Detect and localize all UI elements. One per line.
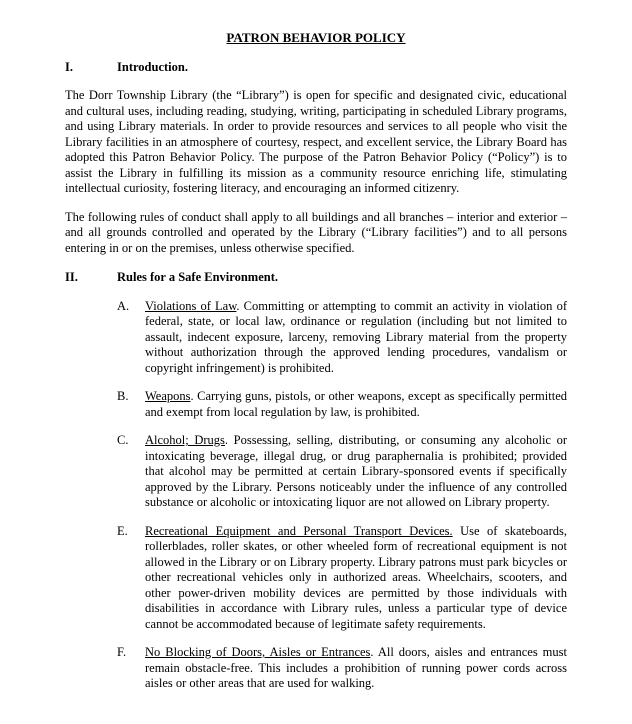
rule-item-weapons [117, 389, 567, 420]
section-heading-text: Rules for a Safe Environment. [117, 270, 278, 284]
section-number: II. [65, 270, 78, 284]
rule-term: Alcohol; Drugs [145, 433, 225, 447]
rule-body: . Possessing, selling, distributing, or consuming any alcoholic or intoxicating beverage, illegal drug, or drug paraphernalia is prohibited; provided that alcohol may be permitted at certain Library-sponsored events if specifically approved by the Library. Persons noticeably under the influence of any controlled substance or alcoholic or intoxicating liquor are not allowed on Library property. [145, 433, 567, 509]
rule-item-alcohol-drugs [117, 433, 567, 511]
rule-term: Recreational Equipment and Personal Transport Devices. [145, 523, 453, 538]
rule-text [145, 389, 567, 420]
rule-body: . All doors, aisles and entrances must remain obstacle-free. This includes a prohibition of running power cords across aisles or other areas that are used for walking. [145, 645, 567, 690]
rule-letter: A. [117, 298, 130, 313]
rule-text [145, 433, 567, 511]
rule-term: Violations of Law [145, 298, 237, 313]
rule-letter: B. [117, 389, 129, 403]
section-number: I. [65, 59, 73, 74]
rule-letter: C. [117, 433, 129, 447]
rule-item-no-blocking [117, 645, 567, 692]
rule-text [145, 645, 567, 692]
rule-item-violations-of-law [117, 299, 567, 377]
intro-paragraph-1: The Dorr Township Library (the “Library”) is open for specific and designated civic, educational and cultural uses, including reading, studying, writing, participating in scheduled Library programs, and using Library materials. In order to provide resources and services to all people who visit the Library facilities in an atmosphere of courtesy, respect, and excellent service, the Library Board has adopted this Patron Behavior Policy. The purpose of the Patron Behavior Policy (“Policy”) is to assist the Library in fulfilling its mission as a community resource enriching life, stimulating intellectual curiosity, fostering literacy, and encouraging an informed citizenry. [65, 88, 567, 195]
rule-body: . Committing or attempting to commit an activity in violation of federal, state, or local law, ordinance or regulation (including but not limited to assault, indecent exposure, larceny, removing Library material from the property without authorization through the approved lending procedures, vandalism or copyright infringement) is prohibited. [145, 298, 567, 375]
rule-item-recreational-equipment [117, 524, 567, 633]
section-heading-introduction [65, 60, 567, 76]
rule-letter: F. [117, 645, 127, 659]
rule-term: No Blocking of Doors, Aisles or Entrances [145, 645, 371, 659]
rule-body: . Carrying guns, pistols, or other weapons, except as specifically permitted and exempt from local regulation by law, is prohibited. [145, 389, 567, 419]
rule-text [145, 299, 567, 377]
rule-text [145, 524, 567, 633]
intro-paragraph-2: The following rules of conduct shall apply to all buildings and all branches – interior and exterior – and all grounds controlled and operated by the Library (“Library facilities”) and to all persons entering in or on the premises, unless otherwise specified. [65, 209, 567, 255]
rule-body: Use of skateboards, rollerblades, roller skates, or other wheeled form of recreational equipment is not allowed in the Library or on Library property. Library patrons must park bicycles or other recreational vehicles only in authorized areas. Wheelchairs, scooters, and other power-driven mobility devices are permitted by those individuals with disabilities in accordance with Library rules, unless a particular type of device cannot be accommodated because of legitimate safety requirements. [145, 523, 567, 631]
rule-letter: E. [117, 523, 128, 538]
section-heading-rules [65, 270, 567, 286]
section-heading-text: Introduction. [117, 59, 188, 74]
rule-term: Weapons [145, 389, 191, 403]
document-title: PATRON BEHAVIOR POLICY [226, 30, 406, 45]
